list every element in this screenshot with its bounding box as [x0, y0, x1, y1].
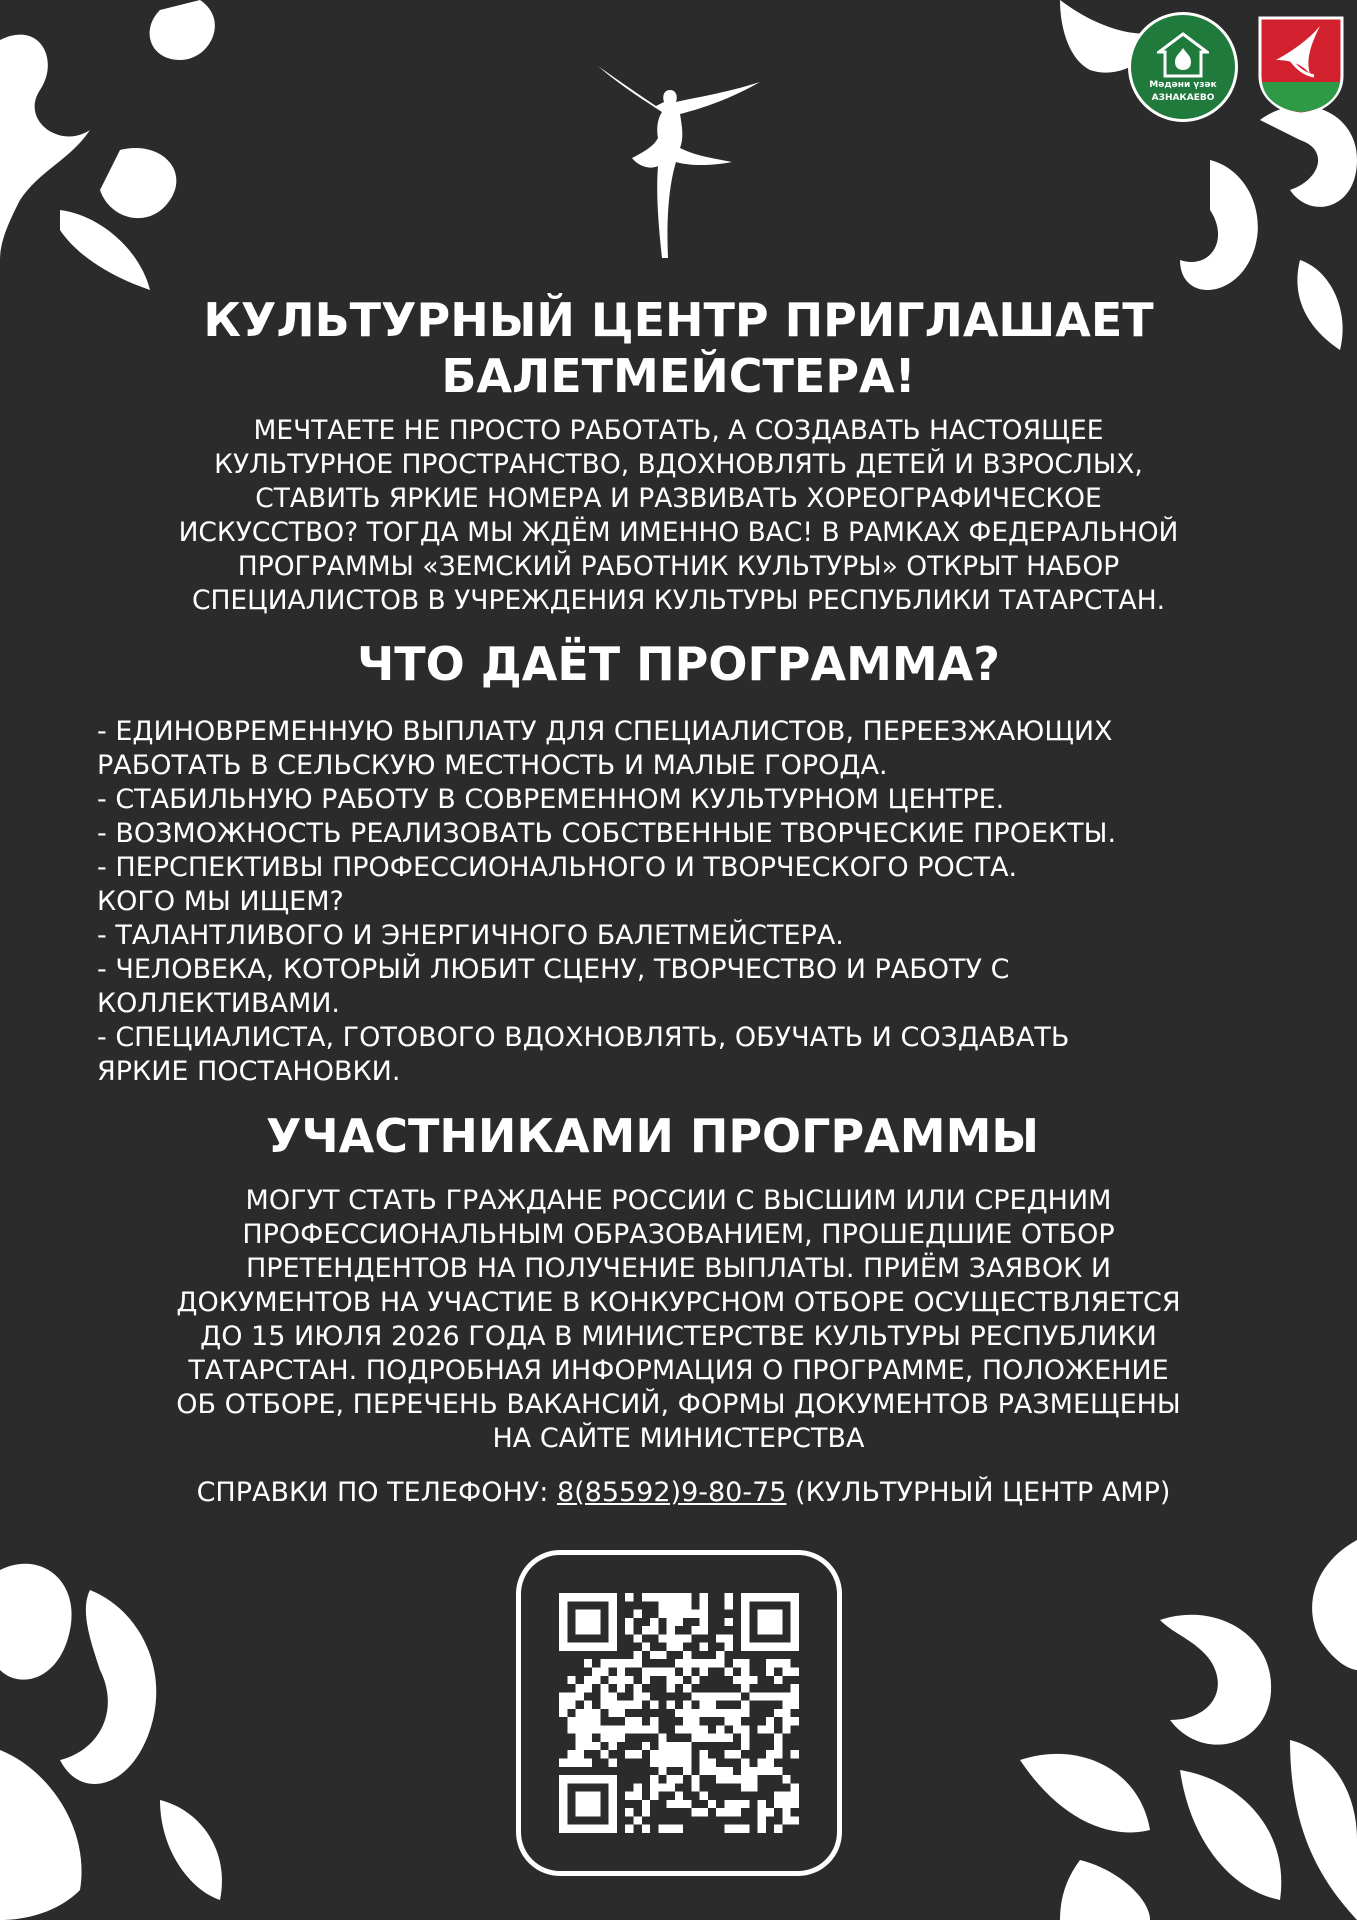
intro-line: ИСКУССТВО? ТОГДА МЫ ЖДЁМ ИМЕННО ВАС! В РАМКАХ ФЕДЕРАЛЬНОЙ	[178, 517, 1179, 548]
benefits-heading: ЧТО ДАЁТ ПРОГРАММА?	[357, 637, 1000, 691]
participants-line: ДОКУМЕНТОВ НА УЧАСТИЕ В КОНКУРСНОМ ОТБОРЕ ОСУЩЕСТВЛЯЕТСЯ	[176, 1287, 1181, 1318]
culture-center-logo	[1128, 12, 1238, 122]
participants-line: НА САЙТЕ МИНИСТЕРСТВА	[492, 1423, 865, 1454]
participants-line: ОБ ОТБОРЕ, ПЕРЕЧЕНЬ ВАКАНСИЙ, ФОРМЫ ДОКУМЕНТОВ РАЗМЕЩЕНЫ	[176, 1389, 1181, 1420]
list-item: - ЕДИНОВРЕМЕННУЮ ВЫПЛАТУ ДЛЯ СПЕЦИАЛИСТОВ, ПЕРЕЕЗЖАЮЩИХ	[97, 716, 1113, 747]
list-item: - ВОЗМОЖНОСТЬ РЕАЛИЗОВАТЬ СОБСТВЕННЫЕ ТВОРЧЕСКИЕ ПРОЕКТЫ.	[97, 818, 1117, 849]
contact-prefix: СПРАВКИ ПО ТЕЛЕФОНУ:	[196, 1477, 557, 1508]
ballerina-silhouette-icon	[592, 62, 772, 262]
benefits-list	[97, 715, 1297, 1089]
intro-line: ПРОГРАММЫ «ЗЕМСКИЙ РАБОТНИК КУЛЬТУРЫ» ОТКРЫТ НАБОР	[237, 551, 1120, 582]
phone-link[interactable]: 8(85592)9-80-75	[556, 1477, 787, 1508]
floral-ornament-top-left	[0, 0, 230, 300]
participants-line: ПРЕТЕНДЕНТОВ НА ПОЛУЧЕНИЕ ВЫПЛАТЫ. ПРИЁМ ЗАЯВОК И	[245, 1253, 1112, 1284]
participants-heading: УЧАСТНИКАМИ ПРОГРАММЫ	[265, 1109, 1039, 1163]
logo-line-2: АЗНАКАЕВО	[1151, 92, 1215, 103]
logo-line-1: Мәдәни үзәк	[1149, 79, 1217, 90]
participants-line: МОГУТ СТАТЬ ГРАЖДАНЕ РОССИИ С ВЫСШИМ ИЛИ СРЕДНИМ	[245, 1185, 1112, 1216]
list-item: - СПЕЦИАЛИСТА, ГОТОВОГО ВДОХНОВЛЯТЬ, ОБУЧАТЬ И СОЗДАВАТЬ	[97, 1022, 1070, 1053]
intro-line: КУЛЬТУРНОЕ ПРОСТРАНСТВО, ВДОХНОВЛЯТЬ ДЕТЕЙ И ВЗРОСЛЫХ,	[214, 449, 1143, 480]
floral-ornament-bottom-left	[0, 1550, 260, 1920]
participants-paragraph	[90, 1184, 1267, 1456]
list-item: - ТАЛАНТЛИВОГО И ЭНЕРГИЧНОГО БАЛЕТМЕЙСТЕРА.	[97, 920, 844, 951]
list-item: РАБОТАТЬ В СЕЛЬСКУЮ МЕСТНОСТЬ И МАЛЫЕ ГОРОДА.	[97, 750, 888, 781]
qr-code-frame	[516, 1550, 842, 1876]
participants-line: ПРОФЕССИОНАЛЬНЫМ ОБРАЗОВАНИЕМ, ПРОШЕДШИЕ ОТБОР	[242, 1219, 1115, 1250]
list-item: - ЧЕЛОВЕКА, КОТОРЫЙ ЛЮБИТ СЦЕНУ, ТВОРЧЕСТВО И РАБОТУ С	[97, 954, 1010, 985]
title-line-2: БАЛЕТМЕЙСТЕРА!	[441, 349, 916, 403]
intro-line: СТАВИТЬ ЯРКИЕ НОМЕРА И РАЗВИВАТЬ ХОРЕОГРАФИЧЕСКОЕ	[255, 483, 1102, 514]
intro-line: СПЕЦИАЛИСТОВ В УЧРЕЖДЕНИЯ КУЛЬТУРЫ РЕСПУБЛИКИ ТАТАРСТАН.	[191, 585, 1166, 616]
list-item: - СТАБИЛЬНУЮ РАБОТУ В СОВРЕМЕННОМ КУЛЬТУРНОМ ЦЕНТРЕ.	[97, 784, 1005, 815]
coat-of-arms-icon	[1258, 16, 1344, 116]
contact-suffix: (КУЛЬТУРНЫЙ ЦЕНТР АМР)	[786, 1477, 1171, 1508]
list-item: КОГО МЫ ИЩЕМ?	[97, 886, 344, 917]
participants-line: ТАТАРСТАН. ПОДРОБНАЯ ИНФОРМАЦИЯ О ПРОГРАММЕ, ПОЛОЖЕНИЕ	[188, 1355, 1169, 1386]
title-line-1: КУЛЬТУРНЫЙ ЦЕНТР ПРИГЛАШАЕТ	[203, 293, 1154, 347]
list-item: КОЛЛЕКТИВАМИ.	[97, 988, 341, 1019]
intro-paragraph	[90, 414, 1267, 618]
page-title	[0, 292, 1357, 404]
participants-line: ДО 15 ИЮЛЯ 2026 ГОДА В МИНИСТЕРСТВЕ КУЛЬТУРЫ РЕСПУБЛИКИ	[200, 1321, 1157, 1352]
list-item: - ПЕРСПЕКТИВЫ ПРОФЕССИОНАЛЬНОГО И ТВОРЧЕСКОГО РОСТА.	[97, 852, 1018, 883]
list-item: ЯРКИЕ ПОСТАНОВКИ.	[97, 1056, 401, 1087]
house-icon	[1157, 32, 1209, 78]
qr-code[interactable]	[559, 1593, 799, 1833]
contact-line	[0, 1476, 1357, 1510]
floral-ornament-bottom-right	[960, 1540, 1357, 1920]
intro-line: МЕЧТАЕТЕ НЕ ПРОСТО РАБОТАТЬ, А СОЗДАВАТЬ НАСТОЯЩЕЕ	[253, 415, 1104, 446]
